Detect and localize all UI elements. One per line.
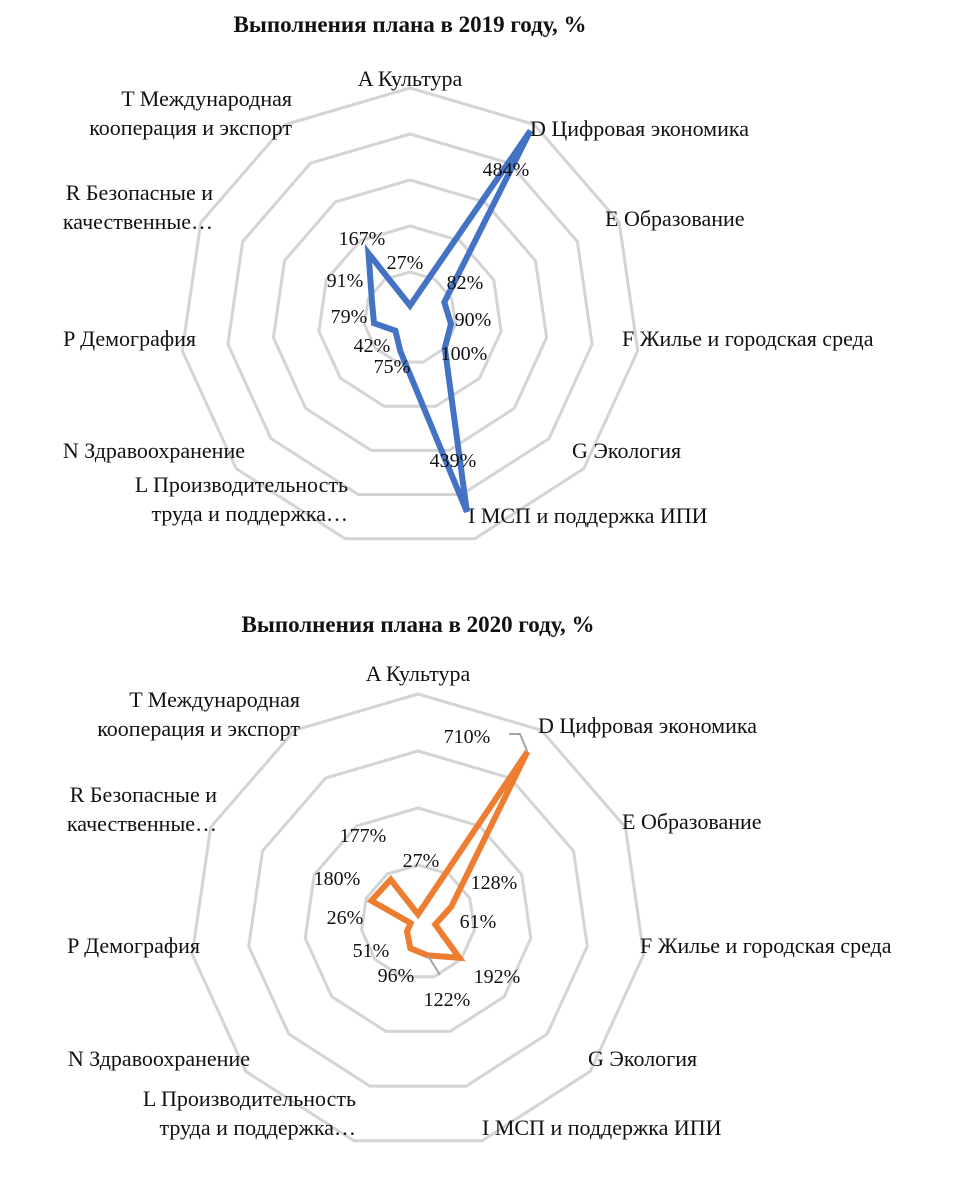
leader-line <box>509 734 527 752</box>
data-label: 42% <box>353 335 391 357</box>
category-label: D Цифровая экономика <box>530 116 749 141</box>
data-label: 167% <box>338 228 386 250</box>
category-label: E Образование <box>605 206 745 231</box>
category-label: A Культура <box>365 661 471 686</box>
data-label: 100% <box>440 343 488 365</box>
category-label: F Жилье и городская среда <box>640 933 892 958</box>
category-label: P Демография <box>63 326 196 351</box>
data-label: 27% <box>386 252 424 274</box>
data-label: 75% <box>373 356 411 378</box>
data-label: 90% <box>454 309 492 331</box>
category-label: L Производительность труда и поддержка… <box>142 1086 356 1140</box>
data-label: 484% <box>482 159 530 181</box>
category-label: L Производительность труда и поддержка… <box>134 472 348 526</box>
grid-ring <box>228 134 592 495</box>
data-label: 128% <box>470 872 518 894</box>
chart-title: Выполнения плана в 2019 году, % <box>233 12 587 37</box>
category-label: N Здравоохранение <box>67 1046 250 1071</box>
category-label: F Жилье и городская среда <box>622 326 874 351</box>
radar-plot <box>0 600 963 1178</box>
data-label: 61% <box>459 911 497 933</box>
category-label: R Безопасные и качественные… <box>62 180 213 234</box>
data-label: 122% <box>423 989 471 1011</box>
data-label: 180% <box>313 868 361 890</box>
category-label: G Экология <box>588 1046 698 1071</box>
data-label: 439% <box>429 450 477 472</box>
category-label: I МСП и поддержка ИПИ <box>468 503 708 528</box>
data-label: 79% <box>330 306 368 328</box>
data-label: 177% <box>339 825 387 847</box>
category-label: N Здравоохранение <box>62 438 245 463</box>
category-label: E Образование <box>622 809 762 834</box>
category-label: D Цифровая экономика <box>538 713 757 738</box>
data-label: 82% <box>446 272 484 294</box>
data-label: 26% <box>326 907 364 929</box>
category-label: A Культура <box>357 66 463 91</box>
radar-chart-2019 <box>0 0 963 580</box>
category-label: G Экология <box>572 438 682 463</box>
data-label: 27% <box>402 850 440 872</box>
data-label: 51% <box>352 940 390 962</box>
data-label: 91% <box>326 270 364 292</box>
data-label: 710% <box>443 726 491 748</box>
radar-plot <box>0 0 963 580</box>
category-label: R Безопасные и качественные… <box>66 782 217 836</box>
grid-ring <box>273 180 546 450</box>
chart-title: Выполнения плана в 2020 году, % <box>241 612 595 637</box>
data-label: 96% <box>377 965 415 987</box>
data-label: 192% <box>473 966 521 988</box>
category-label: P Демография <box>67 933 200 958</box>
category-label: I МСП и поддержка ИПИ <box>482 1115 722 1140</box>
category-label: T Международная кооперация и экспорт <box>97 687 300 741</box>
radar-chart-2020 <box>0 600 963 1180</box>
category-label: T Международная кооперация и экспорт <box>89 86 292 140</box>
